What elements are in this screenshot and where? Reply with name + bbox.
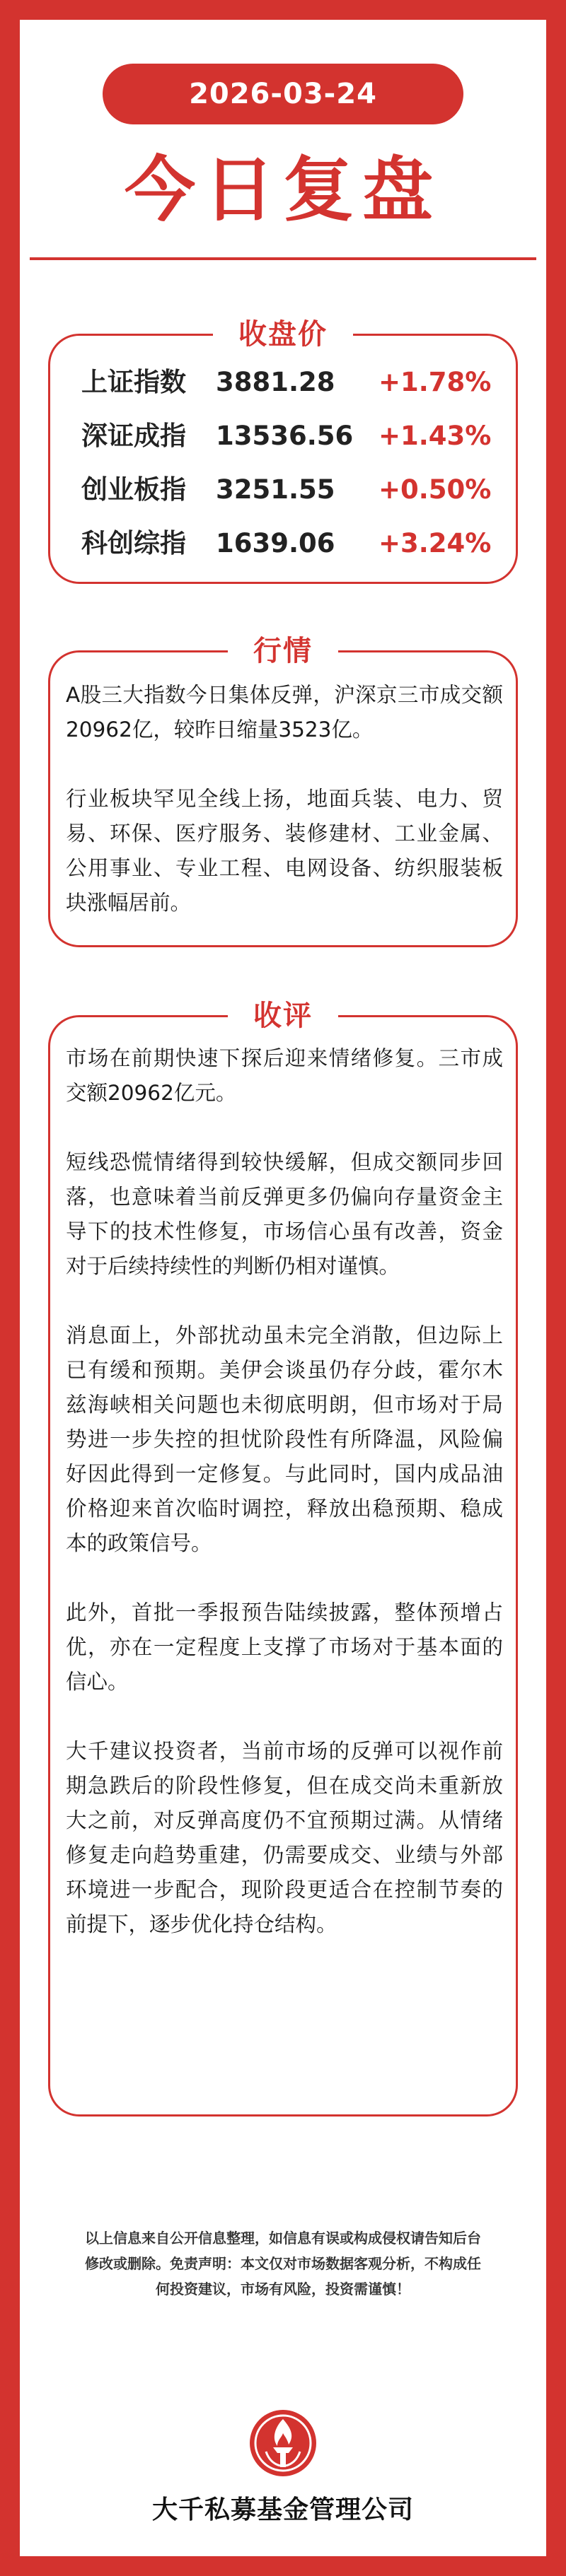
index-value: 13536.56 (216, 421, 354, 451)
paragraph: 行业板块罕见全线上扬，地面兵装、电力、贸易、环保、医疗服务、装修建材、工业金属、公用事业、专业工程、电网设备、纺织服装板块涨幅居前。 (66, 787, 503, 915)
index-name: 科创综指 (81, 528, 186, 558)
report-page (20, 20, 546, 2556)
index-value: 3881.28 (216, 367, 335, 397)
index-change: +1.43% (379, 421, 492, 451)
disclaimer: 以上信息来自公开信息整理，如信息有误或构成侵权请告知后台修改或删除。免责声明：本文仅对市场数据客观分析，不构成任何投资建议，市场有风险，投资需谨慎！ (85, 2230, 481, 2297)
closing-price-card (48, 318, 518, 584)
index-row (81, 522, 506, 565)
index-row (81, 469, 506, 511)
review-text (66, 1041, 503, 1942)
paragraph: 消息面上，外部扰动虽未完全消散，但边际上已有缓和预期。美伊会谈虽仍存分歧，霍尔木兹海峡相关问题也未彻底明朗，但市场对于局势进一步失控的担忧阶段性有所降温，风险偏好因此得到一定修复。与此同时，国内成品油价格迎来首次临时调控，释放出稳预期、稳成本的政策信号。 (66, 1323, 503, 1555)
paragraph: 此外，首批一季报预告陆续披露，整体预增占优，亦在一定程度上支撑了市场对于基本面的信心。 (66, 1600, 503, 1694)
paragraph: 市场在前期快速下探后迎来情绪修复。三市成交额20962亿元。 (66, 1046, 503, 1105)
market-label: 行情 (228, 631, 338, 671)
date-badge: 2026-03-24 (103, 64, 463, 124)
index-change: +0.50% (379, 474, 492, 505)
index-change: +1.78% (379, 367, 492, 397)
index-change: +3.24% (379, 528, 492, 558)
review-label: 收评 (228, 996, 338, 1036)
closing-price-label: 收盘价 (213, 315, 353, 354)
torch-logo-icon (248, 2408, 318, 2478)
paragraph: 短线恐慌情绪得到较快缓解，但成交额同步回落，也意味着当前反弹更多仍偏向存量资金主导下的技术性修复，市场信心虽有改善，资金对于后续持续性的判断仍相对谨慎。 (66, 1150, 503, 1278)
index-value: 3251.55 (216, 474, 335, 505)
index-row (81, 415, 506, 457)
paragraph: A股三大指数今日集体反弹，沪深京三市成交额20962亿，较昨日缩量3523亿。 (66, 683, 503, 742)
review-card (48, 1000, 518, 2117)
title-divider (30, 257, 536, 260)
index-name: 创业板指 (81, 474, 186, 505)
company-name: 大千私募基金管理公司 (151, 2495, 414, 2524)
market-text (66, 678, 503, 920)
index-row (81, 361, 506, 404)
index-value: 1639.06 (216, 528, 335, 558)
index-name: 上证指数 (81, 367, 186, 397)
index-name: 深证成指 (81, 421, 186, 451)
page-title: 今日复盘 (125, 148, 441, 231)
paragraph: 大千建议投资者，当前市场的反弹可以视作前期急跌后的阶段性修复，但在成交尚未重新放大之前，对反弹高度仍不宜预期过满。从情绪修复走向趋势重建，仍需要成交、业绩与外部环境进一步配合，现阶段更适合在控制节奏的前提下，逐步优化持仓结构。 (66, 1739, 503, 1936)
market-card (48, 635, 518, 947)
